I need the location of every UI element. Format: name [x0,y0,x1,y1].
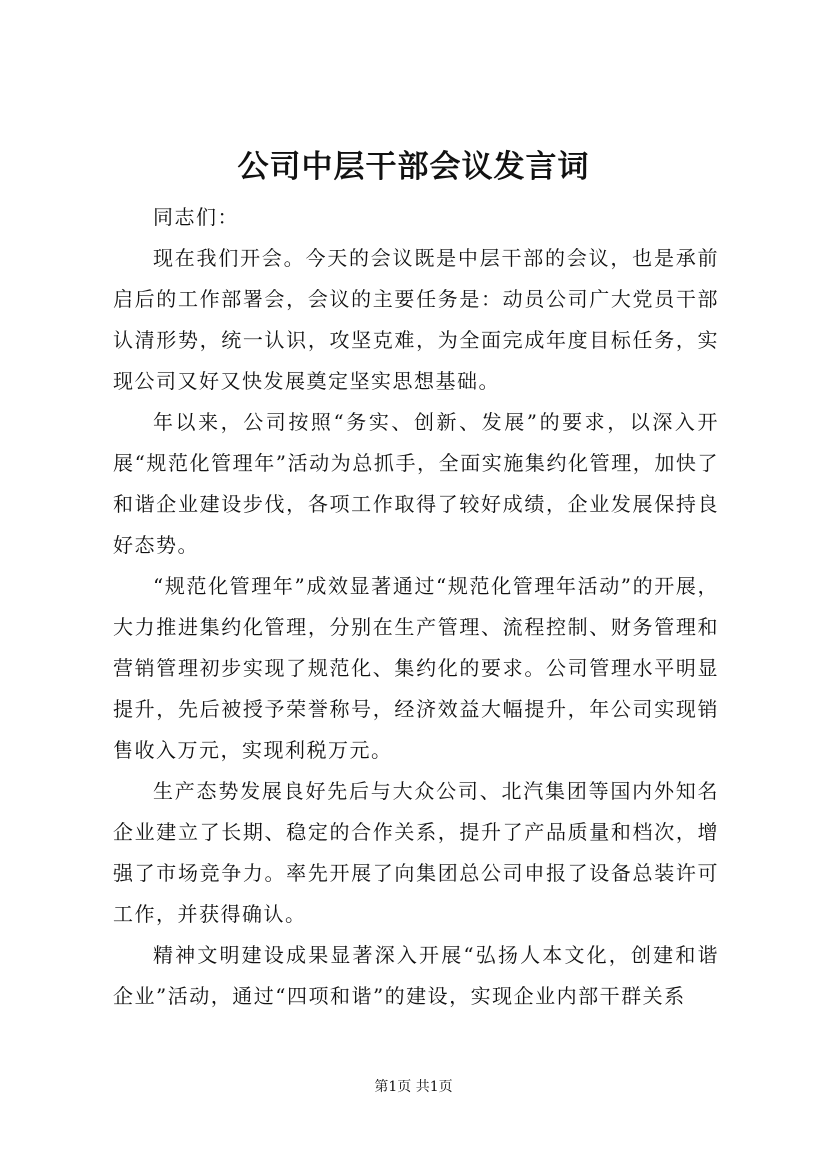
paragraph: 现在我们开会。今天的会议既是中层干部的会议，也是承前启后的工作部署会，会议的主要任务是：动员公司广大党员干部认清形势，统一认识，攻坚克难，为全面完成年度目标任务，实现公司又好又快发展奠定坚实思想基础。 [113,246,719,393]
paragraph: 精神文明建设成果显著深入开展“弘扬人本文化，创建和谐企业”活动，通过“四项和谐”的建设，实现企业内部干群关系 [113,943,719,1008]
document-title: 公司中层干部会议发言词 [237,149,590,185]
page-number-footer: 第1页 共1页 [374,1079,453,1095]
paragraph: 年以来，公司按照“务实、创新、发展”的要求，以深入开展“规范化管理年”活动为总抓手，全面实施集约化管理，加快了和谐企业建设步伐，各项工作取得了较好成绩，企业发展保持良好态势。 [113,410,719,557]
paragraph: 生产态势发展良好先后与大众公司、北汽集团等国内外知名企业建立了长期、稳定的合作关系，提升了产品质量和档次，增强了市场竞争力。率先开展了向集团总公司申报了设备总装许可工作，并获得确认。 [113,779,719,926]
salutation: 同志们： [153,205,239,229]
paragraph: “规范化管理年”成效显著通过“规范化管理年活动”的开展，大力推进集约化管理，分别在生产管理、流程控制、财务管理和营销管理初步实现了规范化、集约化的要求。公司管理水平明显提升，先后被授予荣誉称号，经济效益大幅提升，年公司实现销售收入万元，实现利税万元。 [113,574,719,762]
document-body [113,197,719,1017]
